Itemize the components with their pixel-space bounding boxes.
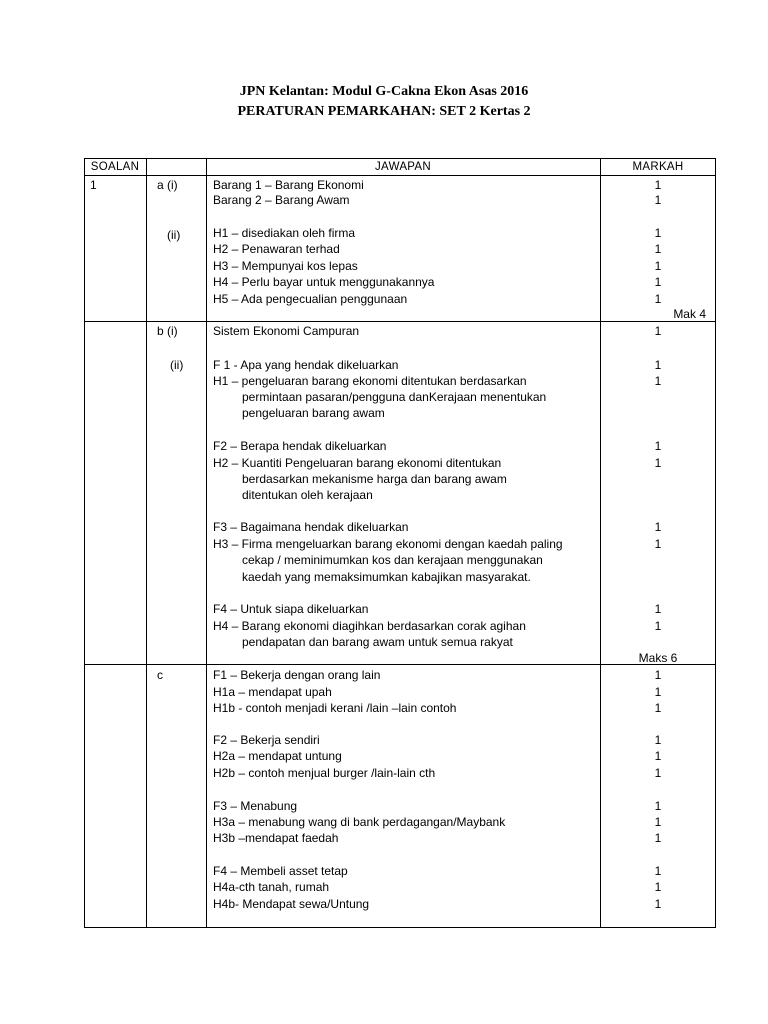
mark-value: 1 <box>654 520 662 534</box>
mark-max-a: Mak 4 <box>673 307 706 321</box>
answer-line: H1 – pengeluaran barang ekonomi ditentukan berdasarkan <box>213 374 527 388</box>
mark-value: 1 <box>654 766 662 780</box>
answer-line: F4 – Untuk siapa dikeluarkan <box>213 602 369 616</box>
mark-value: 1 <box>654 193 662 207</box>
answer-line: H1b - contoh menjadi kerani /lain –lain contoh <box>213 701 457 715</box>
mark-value: 1 <box>654 178 662 192</box>
mark-value: 1 <box>654 358 662 372</box>
document-title-line1: JPN Kelantan: Modul G-Cakna Ekon Asas 2016 <box>239 84 529 99</box>
answer-line: Barang 1 – Barang Ekonomi <box>213 178 364 192</box>
answer-line: H4 – Barang ekonomi diagihkan berdasarkan corak agihan <box>213 619 526 633</box>
header-markah: MARKAH <box>632 161 684 173</box>
answer-line: F3 – Menabung <box>213 799 298 813</box>
mark-value: 1 <box>654 619 662 633</box>
mark-value: 1 <box>654 324 662 338</box>
mark-value: 1 <box>654 374 662 388</box>
answer-line: H2 – Penawaran terhad <box>213 242 340 256</box>
answer-line: H1 – disediakan oleh firma <box>213 226 356 240</box>
answer-line: Sistem Ekonomi Campuran <box>213 324 360 338</box>
answer-line: cekap / meminimumkan kos dan kerajaan menggunakan <box>242 553 543 567</box>
mark-value: 1 <box>654 456 662 470</box>
part-label-a-ii: (ii) <box>167 228 181 242</box>
answer-line: H2a – mendapat untung <box>213 749 342 763</box>
mark-value: 1 <box>654 701 662 715</box>
mark-value: 1 <box>654 799 662 813</box>
answer-line: H3a – menabung wang di bank perdagangan/Maybank <box>213 815 506 829</box>
answer-line: F2 – Bekerja sendiri <box>213 733 320 747</box>
answer-line: Barang 2 – Barang Awam <box>213 193 350 207</box>
answer-line: F1 – Bekerja dengan orang lain <box>213 668 381 682</box>
answer-line: H3 – Mempunyai kos lepas <box>213 259 358 273</box>
mark-max-b: Maks 6 <box>638 651 678 665</box>
mark-value: 1 <box>654 897 662 911</box>
answer-line: F2 – Berapa hendak dikeluarkan <box>213 439 387 453</box>
part-label-c: c <box>157 668 163 682</box>
answer-line: F4 – Membeli asset tetap <box>213 864 348 878</box>
mark-value: 1 <box>654 537 662 551</box>
header-soalan: SOALAN <box>90 161 140 173</box>
answer-line: pengeluaran barang awam <box>242 406 385 420</box>
mark-value: 1 <box>654 602 662 616</box>
part-label-b-i: b (i) <box>157 324 178 338</box>
mark-value: 1 <box>654 831 662 845</box>
mark-value: 1 <box>654 749 662 763</box>
part-label-b-ii: (ii) <box>170 358 184 372</box>
answer-line: pendapatan dan barang awam untuk semua rakyat <box>242 635 513 649</box>
answer-line: berdasarkan mekanisme harga dan barang awam <box>242 472 507 486</box>
mark-value: 1 <box>654 864 662 878</box>
answer-line: H3 – Firma mengeluarkan barang ekonomi dengan kaedah paling <box>213 537 563 551</box>
mark-value: 1 <box>654 685 662 699</box>
table-border-bottom <box>84 927 716 928</box>
part-label-a-i: a (i) <box>157 178 178 192</box>
mark-value: 1 <box>654 880 662 894</box>
question-number: 1 <box>90 178 97 192</box>
mark-value: 1 <box>654 733 662 747</box>
answer-line: H2b – contoh menjual burger /lain-lain cth <box>213 766 436 780</box>
table-header-divider <box>84 175 716 176</box>
mark-value: 1 <box>654 439 662 453</box>
mark-value: 1 <box>654 242 662 256</box>
header-jawapan: JAWAPAN <box>375 161 431 173</box>
col-divider-2 <box>206 158 207 928</box>
col-divider-1 <box>146 158 147 928</box>
mark-value: 1 <box>654 292 662 306</box>
table-border-left <box>84 158 85 928</box>
answer-line: F 1 - Apa yang hendak dikeluarkan <box>213 358 399 372</box>
answer-line: H4b- Mendapat sewa/Untung <box>213 897 370 911</box>
answer-line: H3b –mendapat faedah <box>213 831 339 845</box>
answer-line: H2 – Kuantiti Pengeluaran barang ekonomi ditentukan <box>213 456 502 470</box>
mark-value: 1 <box>654 668 662 682</box>
document-title-line2: PERATURAN PEMARKAHAN: SET 2 Kertas 2 <box>237 104 531 119</box>
answer-line: ditentukan oleh kerajaan <box>242 488 373 502</box>
answer-line: F3 – Bagaimana hendak dikeluarkan <box>213 520 409 534</box>
answer-line: H5 – Ada pengecualian penggunaan <box>213 292 408 306</box>
answer-line: H4a-cth tanah, rumah <box>213 880 330 894</box>
mark-value: 1 <box>654 259 662 273</box>
answer-line: permintaan pasaran/pengguna danKerajaan menentukan <box>242 390 547 404</box>
mark-value: 1 <box>654 226 662 240</box>
answer-line: H4 – Perlu bayar untuk menggunakannya <box>213 275 435 289</box>
answer-line: kaedah yang memaksimumkan kabajikan masyarakat. <box>242 570 531 584</box>
mark-value: 1 <box>654 815 662 829</box>
mark-value: 1 <box>654 275 662 289</box>
answer-line: H1a – mendapat upah <box>213 685 332 699</box>
